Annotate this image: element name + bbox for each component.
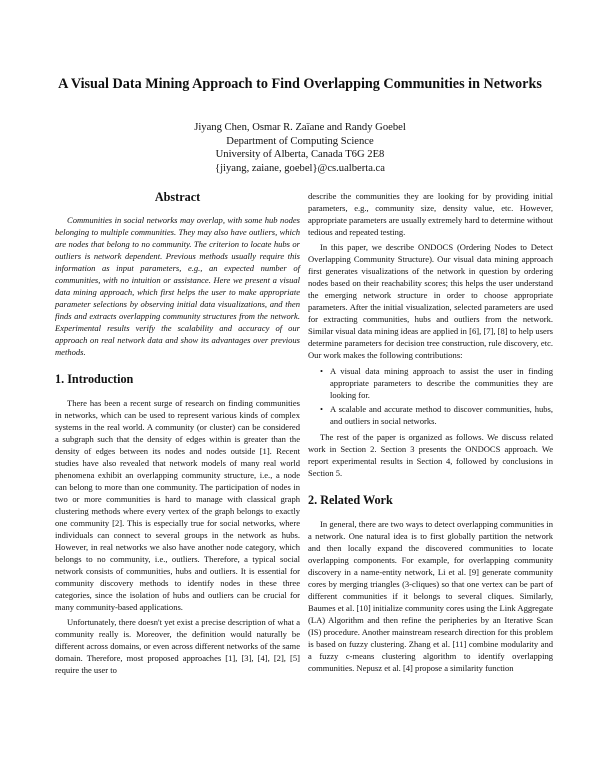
author-block	[40, 121, 560, 175]
author-email: {jiyang, zaiane, goebel}@cs.ualberta.ca	[215, 162, 385, 174]
intro-paragraph-2: Unfortunately, there doesn't yet exist a precise description of what a community really is. Moreover, the definition would naturally be different across domains, or even across different networks of the same domain. Therefore, most proposed approaches [1], [3], [4], [2], [5] require the user to	[55, 617, 300, 675]
abstract-text: Communities in social networks may overlap, with some hub nodes belonging to multiple communities. They may also have outliers, which are nodes that belong to no community. The criterion to locate hubs or outliers is network dependent. Previous methods usually require this information as input parameters, e.g., an expected number of communities, with no intuition or assistance. Here we present a visual data mining approach, which first helps the user to make appropriate parameter selections by observing initial data visualizations, and then finds and extracts overlapping community structures from the network. Experimental results verify the scalability and accuracy of our approach on real network data and show its advantages over previous methods.	[55, 215, 300, 357]
contribution-item-2: • A scalable and accurate method to discover communities, hubs, and outliers in social networks.	[330, 403, 553, 427]
contribution-item-1: • A visual data mining approach to assist the user in finding appropriate parameters to describe the communities they are looking for.	[330, 365, 553, 401]
intro-paragraph-3: describe the communities they are looking for by providing initial parameters, e.g., community size, density value, etc. However, appropriate parameters are usually extremely hard to determine without tedious and repeated testing.	[308, 191, 553, 237]
related-work-heading: 2. Related Work	[308, 493, 393, 507]
related-work-paragraph-1: In general, there are two ways to detect overlapping communities in a network. One natural idea is to first globally partition the network and then locally expand the discovered communities to locate overlapping components. For example, for overlapping community discovery in a name-entity network, Li et al. [9] generate community cores by merging triangles (3-cliques) so that one vertex can be part of different communities if it belongs to several cliques. Similarly, Baumes et al. [10] initialize community cores using the Link Aggregate (LA) Algorithm and then refine the peripheries by an Iterative Scan (IS) procedure. Another mainstream research direction for this problem is based on fuzzy clustering. Zhang et al. [11] combine modularity and a fuzzy c-means clustering algorithm to identify overlapping communities. Nepusz et al. [4] propose a similarity function	[308, 519, 553, 673]
contribution-list	[308, 365, 553, 427]
intro-paragraph-5: The rest of the paper is organized as follows. We discuss related work in Section 2. Section 3 presents the ONDOCS approach. We report experimental results in Section 4, followed by conclusions in Section 5.	[308, 432, 553, 478]
author-department: Department of Computing Science	[226, 135, 374, 147]
right-column	[308, 190, 553, 674]
author-university: University of Alberta, Canada T6G 2E8	[215, 149, 385, 161]
abstract-section	[55, 190, 300, 358]
paper-title: A Visual Data Mining Approach to Find Overlapping Communities in Networks	[58, 76, 542, 92]
intro-paragraph-4: In this paper, we describe ONDOCS (Ordering Nodes to Detect Overlapping Community Structure). Our visual data mining approach first generates visualizations of the network in question by ordering nodes based on their reachability scores; this helps the user understand the emerging network structure in order to choose appropriate parameters. After the initial visualization, selected parameters are used for extracting communities, hubs and outliers from the network. Similar visual data mining ideas are applied in [6], [7], [8] to help users determine parameters for decision tree construction, rule discovery, etc. Our work makes the following contributions:	[308, 242, 553, 360]
introduction-heading: 1. Introduction	[55, 372, 134, 386]
intro-paragraph-1: There has been a recent surge of research on finding communities in networks, which can be used to represent various kinds of complex systems in the real world. A community (or cluster) can be considered a subgraph such that the density of edges within is greater than the density of edges between its nodes and nodes outside [1]. Recent studies have also revealed that network models of many real world phenomena exhibit an overlapping community structure, i.e., a node can belong to more than one community. The participation of nodes in two or more communities is hard to manage with classical graph clustering methods where every vertex of the graph belongs to exactly one community [2]. This is especially true for social networks, where individuals can connect to several groups in the network as hubs. However, in real networks we also have another node category, which belongs to no community, i.e., outliers. Therefore, a typical social network consists of communities, hubs and outliers. It is essential for community discovery methods to identify nodes in these three categories, since the isolation of hubs and outliers can be crucial for many community-based applications.	[55, 398, 300, 612]
left-column	[55, 190, 300, 676]
abstract-heading: Abstract	[154, 190, 201, 204]
author-names: Jiyang Chen, Osmar R. Zaïane and Randy Goebel	[194, 122, 406, 133]
